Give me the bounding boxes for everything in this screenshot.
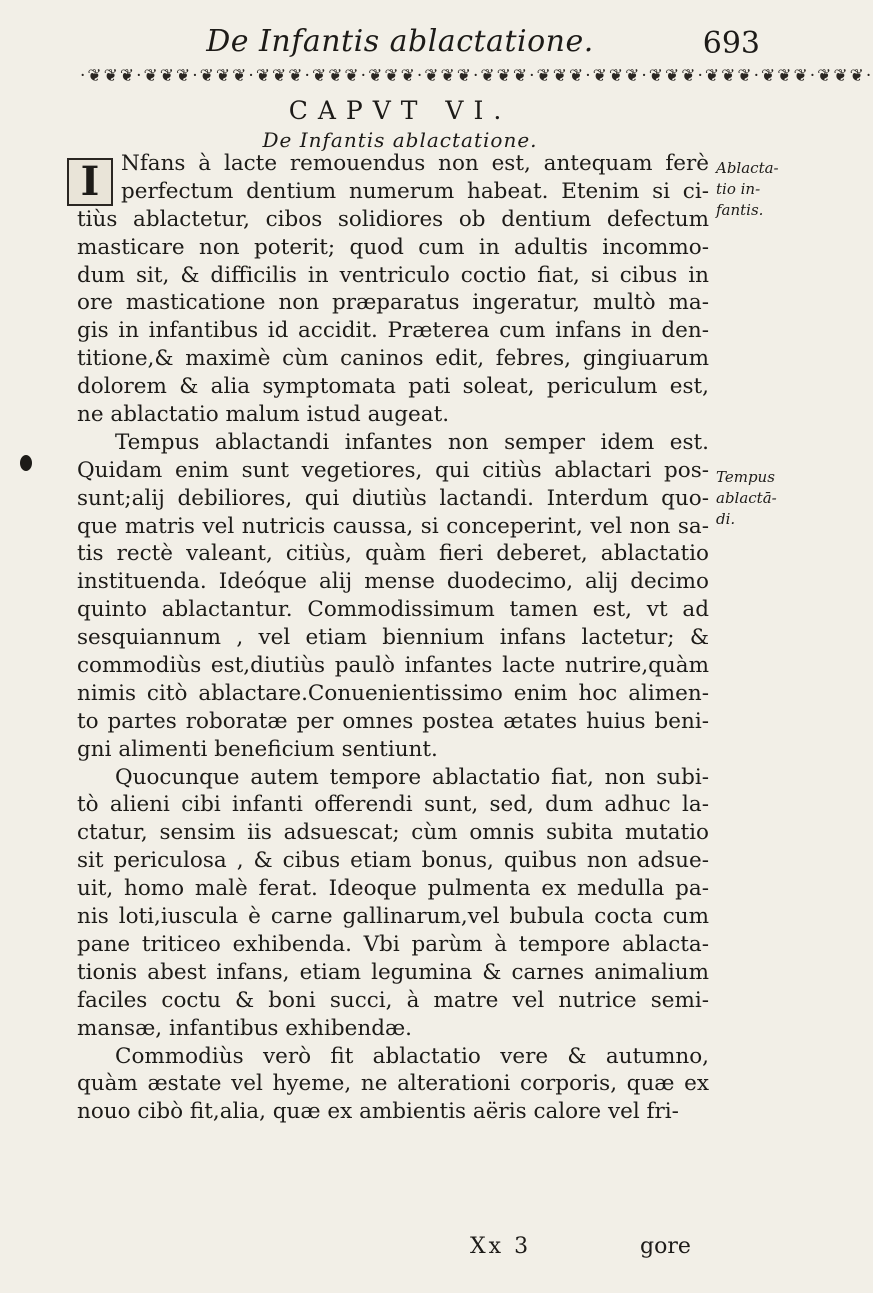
- text-line: nouo cibò fit,alia, quæ ex ambientis aëris calore vel fri-: [77, 1099, 679, 1125]
- text-line: commodiùs est,diutiùs paulò infantes lacte nutrire,quàm: [77, 653, 709, 679]
- text-line: perfectum dentium numerum habeat. Etenim si ci-: [121, 178, 709, 204]
- text-line: quàm æstate vel hyeme, ne alterationi corporis, quæ ex: [77, 1071, 709, 1097]
- text-line: faciles coctu & boni succi, à matre vel nutrice semi-: [77, 987, 709, 1013]
- text-line: uit, homo malè ferat. Ideoque pulmenta ex medulla pa-: [77, 876, 709, 902]
- text-line: tò alieni cibi infanti offerendi sunt, sed, dum adhuc la-: [77, 792, 709, 818]
- running-head: [0, 18, 800, 66]
- text-line: mansæ, infantibus exhibendæ.: [77, 1015, 413, 1041]
- text-line: Quocunque autem tempore ablactatio fiat, non subi-: [115, 764, 709, 790]
- chapter-subtitle: De Infantis ablactatione.: [262, 128, 538, 152]
- text-line: tiùs ablactetur, cibos solidiores ob dentium defectum: [77, 206, 709, 232]
- text-line: sesquiannum , vel etiam biennium infans lactetur; &: [77, 625, 709, 651]
- text-line: ore masticatione non præparatus ingeratur, multò ma-: [77, 290, 709, 316]
- text-line: dum sit, & difficilis in ventriculo coctio fiat, si cibus in: [77, 262, 709, 288]
- running-title: De Infantis ablactatione.: [206, 24, 594, 59]
- margin-note-ablactatio: Ablacta- tio in- fantis.: [716, 159, 779, 219]
- text-line: gni alimenti beneficium sentiunt.: [77, 736, 438, 762]
- text-line: Nfans à lacte remouendus non est, antequam ferè: [121, 151, 709, 176]
- page-number: 693: [702, 26, 760, 61]
- chapter-title: CAPVT VI.: [288, 96, 512, 125]
- text-line: tis rectè valeant, citiùs, quàm fieri deberet, ablactatio: [77, 541, 709, 567]
- text-line: Tempus ablactandi infantes non semper idem est.: [115, 429, 709, 455]
- text-line: to partes roboratæ per omnes postea ætates huius beni-: [77, 708, 709, 734]
- text-line: masticare non poterit; quod cum in adultis incommo-: [77, 234, 709, 260]
- text-line: ne ablactatio malum istud augeat.: [77, 402, 450, 428]
- ornament-band: ·❦❦❦·❦❦❦·❦❦❦·❦❦❦·❦❦❦·❦❦❦·❦❦❦·❦❦❦·❦❦❦·❦❦❦·❦❦❦·❦❦❦·❦❦❦·❦❦❦·: [80, 66, 873, 86]
- paragraph: [77, 150, 709, 429]
- body-text: [77, 150, 709, 1126]
- text-line: nis loti,iuscula è carne gallinarum,vel bubula cocta cum: [77, 904, 709, 930]
- text-line: pane triticeo exhibenda. Vbi parùm à tempore ablacta-: [77, 931, 709, 957]
- text-line: quinto ablactantur. Commodissimum tamen est, vt ad: [77, 597, 709, 623]
- catchword: gore: [640, 1234, 691, 1259]
- text-line: ctatur, sensim iis adsuescat; cùm omnis subita mutatio: [77, 820, 709, 846]
- signature-mark: Xx 3: [470, 1234, 532, 1259]
- text-line: sunt;alij debiliores, qui diutiùs lactandi. Interdum quo-: [77, 485, 709, 511]
- paragraph: [77, 764, 709, 1043]
- text-line: dolorem & alia symptomata pati soleat, periculum est,: [77, 374, 709, 400]
- text-line: Commodiùs verò fit ablactatio vere & autumno,: [115, 1043, 709, 1069]
- drop-cap: I: [67, 158, 113, 206]
- text-line: sit periculosa , & cibus etiam bonus, quibus non adsue-: [77, 848, 709, 874]
- margin-note-tempus: Tempus ablactā- di.: [716, 468, 777, 528]
- text-line: Quidam enim sunt vegetiores, qui citiùs ablactari pos-: [77, 457, 709, 483]
- text-line: que matris vel nutricis caussa, si conceperint, vel non sa-: [77, 513, 709, 539]
- paragraph: [77, 1043, 709, 1127]
- text-line: tionis abest infans, etiam legumina & carnes animalium: [77, 959, 709, 985]
- text-line: nimis citò ablactare.Conuenientissimo enim hoc alimen-: [77, 680, 709, 706]
- ink-blot: [20, 455, 32, 471]
- text-line: instituenda. Ideóque alij mense duodecimo, alij decimo: [77, 569, 709, 595]
- text-line: titione,& maximè cùm caninos edit, febres, gingiuarum: [77, 346, 709, 372]
- text-line: gis in infantibus id accidit. Præterea cum infans in den-: [77, 318, 709, 344]
- paragraph: [77, 429, 709, 764]
